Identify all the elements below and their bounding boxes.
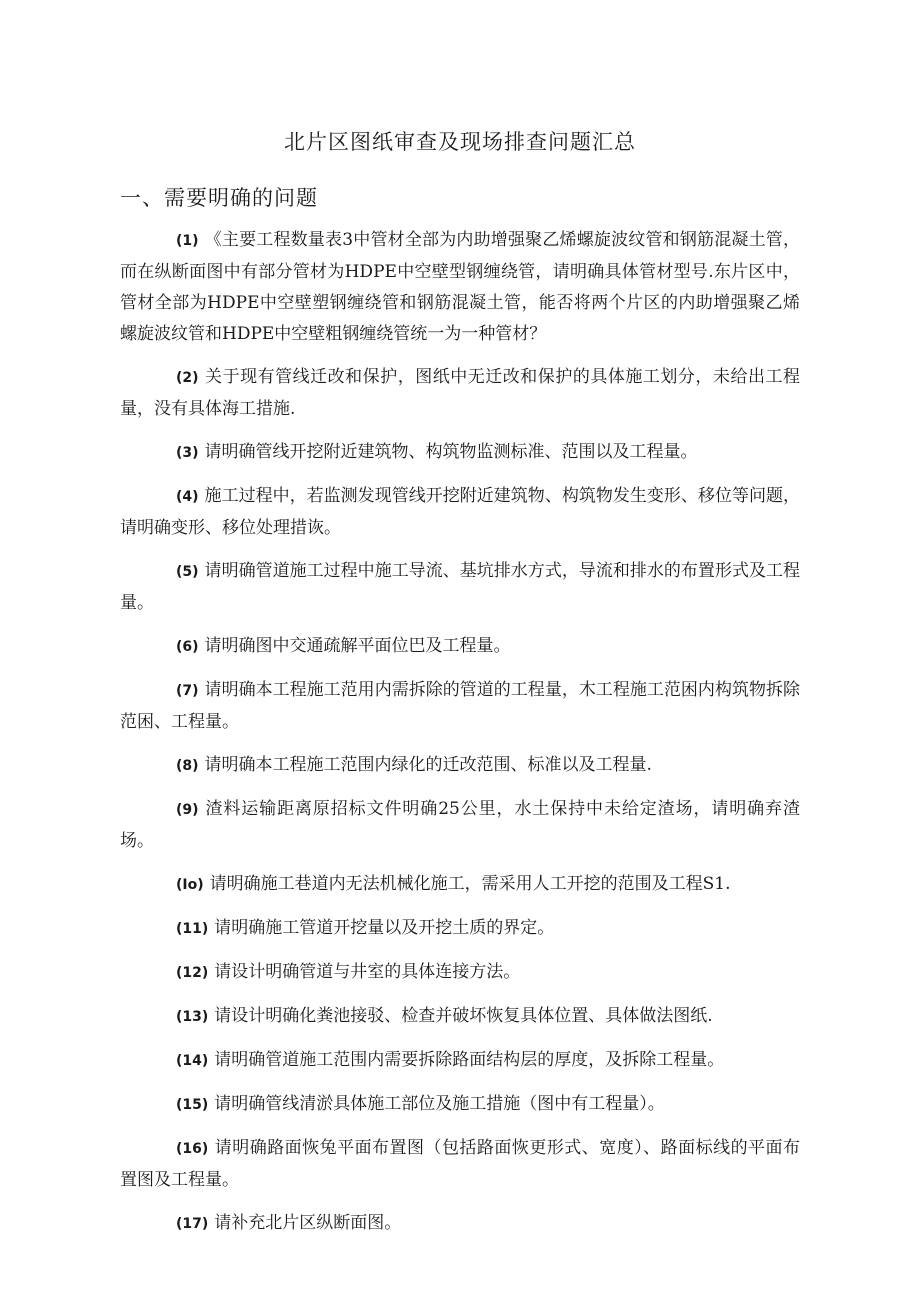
list-item — [120, 675, 800, 738]
list-item — [120, 631, 800, 663]
item-text: 请明确管线清淤具体施工部位及施工措施（图中有工程量）。 — [214, 1094, 665, 1114]
list-item — [120, 750, 800, 782]
item-number: (15) — [176, 1097, 209, 1113]
list-item — [120, 1208, 800, 1240]
item-text: 请明确管道施工范围内需要拆除路面结构层的厚度，及拆除工程量。 — [214, 1050, 725, 1070]
list-item — [120, 1089, 800, 1121]
item-text: 请明确本工程施工范围内绿化的迁改范围、标准以及工程量. — [204, 755, 652, 775]
list-item — [120, 1045, 800, 1077]
item-text: 请设计明确管道与井室的具体连接方法。 — [214, 962, 521, 982]
list-item — [120, 794, 800, 857]
list-item — [120, 913, 800, 945]
list-item — [120, 225, 800, 350]
item-number: (Io) — [176, 877, 204, 893]
item-text: 请补充北片区纵断面图。 — [214, 1213, 402, 1233]
item-number: (14) — [176, 1053, 209, 1069]
list-item — [120, 362, 800, 425]
item-number: (3) — [176, 445, 199, 461]
section-heading: 一、需要明确的问题 — [120, 186, 318, 210]
item-number: (16) — [176, 1141, 209, 1157]
item-text: 请明确施工巷道内无法机械化施工，需采用人工开挖的范围及工程S1. — [209, 874, 731, 894]
item-text: 请明确管线开挖附近建筑物、构筑物监测标准、范围以及工程量。 — [204, 442, 698, 462]
item-text: 请明确管道施工过程中施工导流、基坑排水方式，导流和排水的布置形式及工程量。 — [120, 561, 800, 613]
list-item — [120, 556, 800, 619]
item-text: 请明确路面恢兔平面布置图（包括路面恢更形式、宽度）、路面标线的平面布置图及工程量。 — [120, 1138, 800, 1190]
item-number: (11) — [176, 921, 209, 937]
item-text: 请明确本工程施工范用内需拆除的管道的工程量，木工程施工范困内构筑物拆除范困、工程量。 — [120, 680, 800, 732]
list-item — [120, 1001, 800, 1033]
item-text: 请明确图中交通疏解平面位巴及工程量。 — [204, 636, 511, 656]
item-number: (7) — [176, 683, 199, 699]
issue-list — [120, 225, 800, 1252]
item-number: (17) — [176, 1216, 209, 1232]
list-item — [120, 481, 800, 544]
item-number: (13) — [176, 1009, 209, 1025]
item-text: 关于现有管线迁改和保护，图纸中无迁改和保护的具体施工划分，未给出工程量，没有具体海工措施. — [120, 367, 800, 419]
page-title: 北片区图纸审查及现场排查问题汇总 — [284, 130, 636, 154]
list-item — [120, 869, 800, 901]
list-item — [120, 1133, 800, 1196]
list-item — [120, 957, 800, 989]
item-number: (12) — [176, 965, 209, 981]
list-item — [120, 437, 800, 469]
item-number: (8) — [176, 758, 199, 774]
item-number: (9) — [176, 802, 199, 818]
item-text: 《主要工程数量表3中管材全部为内助增强聚乙烯螺旋波纹管和钢筋混凝土管，而在纵断面图中有部分管材为HDPE中空壁型钢缠绕管，请明确具体管材型号.东片区中，管材全部为HDPE中空壁塑钢缠绕管和钢筋混凝土管，能否将两个片区的内助增强聚乙烯螺旋波纹管和HDPE中空壁粗钢缠绕管统一为一种管材？ — [120, 230, 800, 344]
item-text: 施工过程中，若监测发现管线开挖附近建筑物、构筑物发生变形、移位等问题，请明确变形、移位处理措诙。 — [120, 486, 800, 538]
item-number: (2) — [176, 370, 199, 386]
item-number: (6) — [176, 639, 199, 655]
item-number: (1) — [176, 233, 199, 249]
item-text: 请设计明确化粪池接驳、检查并破坏恢复具体位置、具体做法图纸. — [214, 1006, 713, 1026]
item-number: (5) — [176, 564, 199, 580]
item-text: 请明确施工管道开挖量以及开挖土质的界定。 — [214, 918, 555, 938]
item-number: (4) — [176, 489, 199, 505]
item-text: 渣料运输距离原招标文件明确25公里，水土保持中未给定渣场，请明确弃渣场。 — [120, 799, 800, 851]
